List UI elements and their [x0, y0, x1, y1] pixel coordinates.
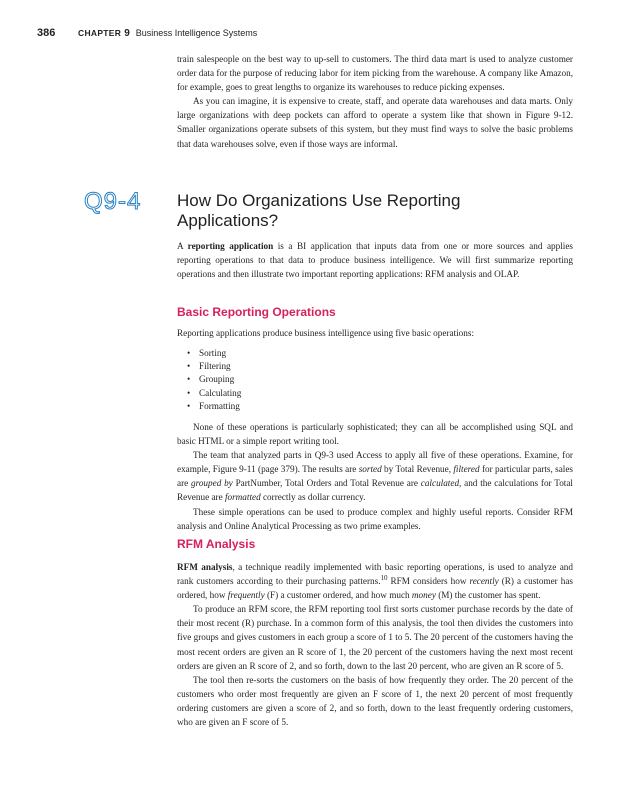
rfm-body	[177, 560, 573, 729]
basic-operations-intro: Reporting applications produce business intelligence using five basic operations:	[177, 328, 474, 338]
operations-paragraph-1: None of these operations is particularly sophisticated; they can all be accomplished using SQL and basic HTML or a simple report writing tool.	[177, 422, 573, 447]
intro-paragraph-2: As you can imagine, it is expensive to create, staff, and operate data warehouses and data marts. Only large organizations with deep pockets can afford to operate a system like that shown in Figure 9-12. Smaller organizations operate subsets of this system, but they must find ways to solve the basic problems that data warehouses solve, even if those ways are informal.	[177, 96, 573, 149]
question-number: Q9-4	[84, 188, 142, 215]
page-header	[37, 27, 257, 43]
chapter-label: CHAPTER	[78, 28, 122, 38]
list-item: • Grouping	[177, 373, 573, 386]
term-rfm-analysis: RFM analysis	[177, 562, 233, 572]
intro-paragraph-1: train salespeople on the best way to up-sell to customers. The third data mart is used to analyze customer order data for the purpose of reducing labor for item picking from the warehouse. A company like Amazon, for example, goes to great lengths to organize its warehouses to reduce picking expenses.	[177, 54, 573, 93]
operations-paragraph-2: The team that analyzed parts in Q9-3 used Access to apply all five of these operations. Examine, for example, Figure 9-11 (page 379). The results are sorted by Total Revenue, filtered for particular parts, sales are grouped by PartNumber, Total Orders and Total Revenue are calculated, and the calculations for Total Revenue are formatted correctly as dollar currency.	[177, 450, 573, 503]
reporting-intro-paragraph: A reporting application is a BI application that inputs data from one or more sources and applies reporting operations to that data to produce business intelligence. We will first summarize reporting operations and then illustrate two important reporting applications: RFM analysis and OLAP.	[177, 241, 573, 280]
question-title: How Do Organizations Use Reporting Applications?	[177, 191, 461, 230]
term-reporting-application: reporting application	[187, 241, 274, 251]
chapter-title: Business Intelligence Systems	[135, 28, 258, 38]
basic-operations-discussion	[177, 420, 573, 533]
list-item: • Filtering	[177, 360, 573, 373]
rfm-paragraph-1: RFM analysis, a technique readily implemented with basic reporting operations, is used to analyze and rank customers according to their purchasing patterns.$^{10}$ RFM considers how recently (R) a customer has ordered, how frequently (F) a customer ordered, and how much money (M) the customer has spent.	[177, 562, 573, 601]
list-item: • Sorting	[177, 347, 573, 360]
basic-operations-section	[177, 305, 573, 319]
footnote-marker: 10	[380, 574, 388, 583]
section-heading-rfm: RFM Analysis	[177, 537, 256, 551]
rfm-paragraph-3: The tool then re-sorts the customers on the basis of how frequently they order. The 20 percent of the customers who order most frequently are given an F score of 1, the next 20 percent of most frequently ordering customers are given a score of 2, and so forth, down to the least frequently ordering customers, who are given an F score of 5.	[177, 674, 573, 728]
intro-section	[177, 52, 573, 151]
operations-list	[177, 347, 573, 413]
page-number: 386	[37, 27, 56, 39]
chapter-number: 9	[124, 28, 130, 39]
basic-operations-body	[177, 326, 573, 413]
rfm-paragraph-2: To produce an RFM score, the RFM reporting tool first sorts customer purchase records by the date of their most recent (R) purchase. In a common form of this analysis, the tool then divides the customers into five groups and gives customers in each group a score of 1 to 5. The 20 percent of the customers having the most recent orders are given an R score of 1, the 20 percent of the customers having the next most recent orders are given an R score of 2, and so forth, down to the last 20 percent, who are given an R score of 5.	[177, 604, 573, 671]
list-item: • Formatting	[177, 400, 573, 413]
list-item: • Calculating	[177, 387, 573, 400]
section-heading-basic-operations: Basic Reporting Operations	[177, 305, 336, 319]
rfm-section	[177, 537, 573, 551]
operations-paragraph-3: These simple operations can be used to produce complex and highly useful reports. Consider RFM analysis and Online Analytical Processing as two prime examples.	[177, 506, 573, 531]
reporting-intro	[177, 239, 573, 281]
